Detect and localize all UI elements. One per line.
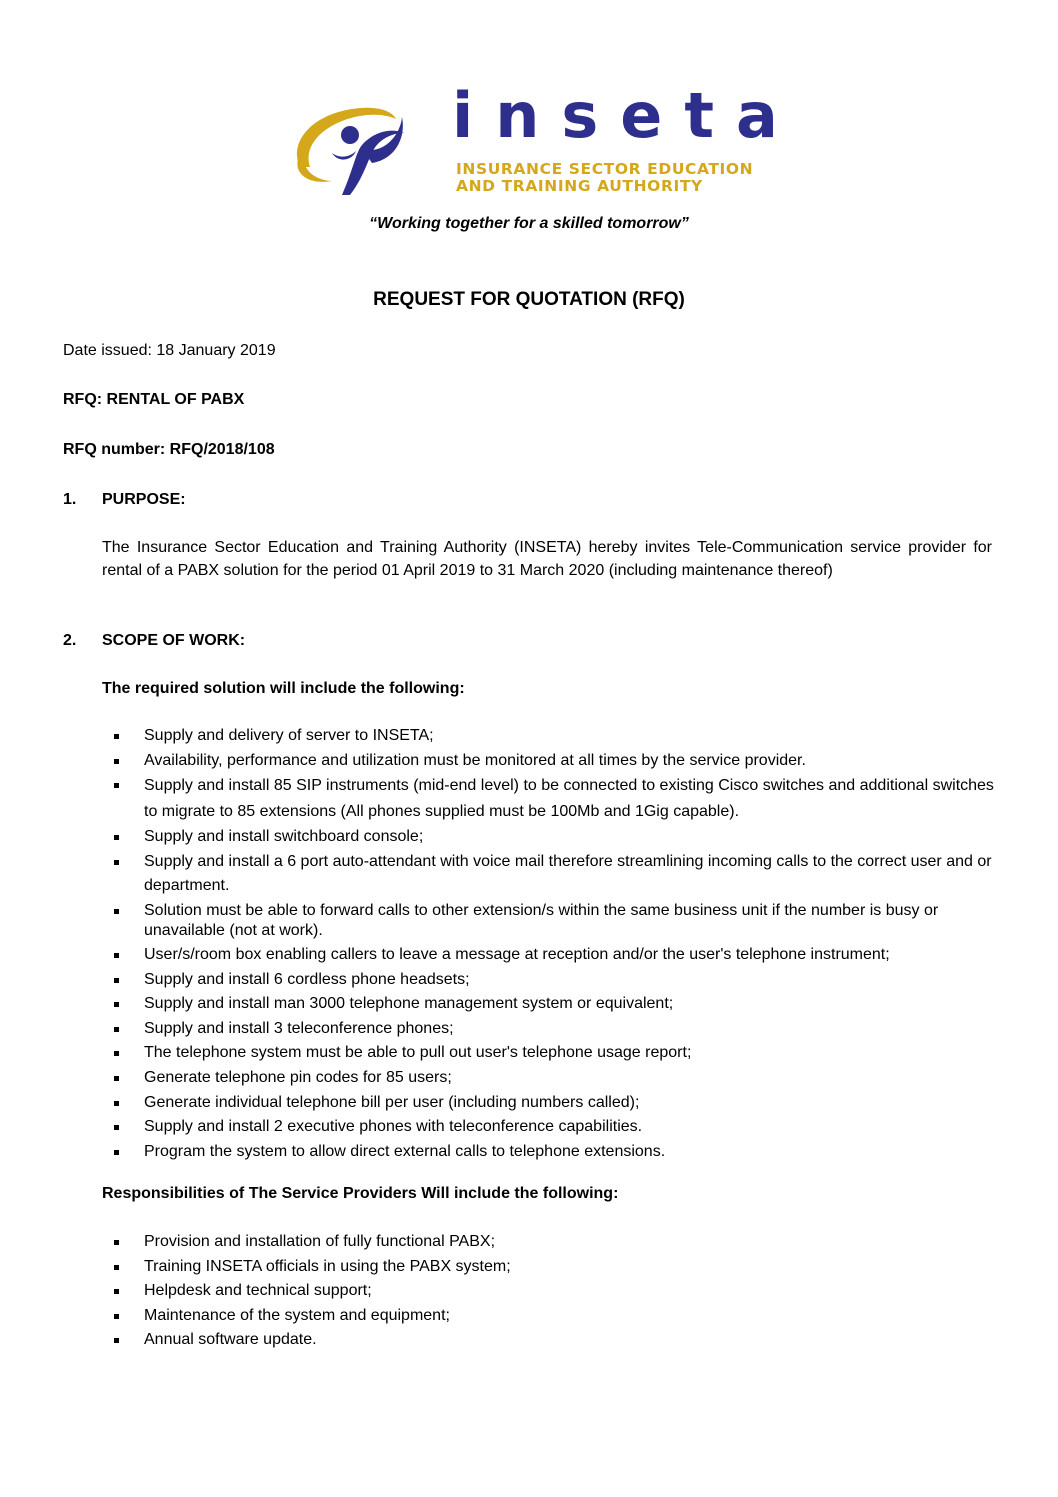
bullet-icon xyxy=(114,1076,119,1081)
tagline: “Working together for a skilled tomorrow” xyxy=(369,215,689,232)
section-number: 2. xyxy=(63,632,77,649)
inseta-emblem-icon xyxy=(292,97,442,199)
list-item: Supply and install 2 executive phones with teleconference capabilities. xyxy=(112,1115,1002,1140)
bullet-icon xyxy=(114,1265,119,1270)
list-item: The telephone system must be able to pull out user's telephone usage report; xyxy=(112,1041,1002,1066)
inseta-logo xyxy=(292,79,800,199)
bullet-icon xyxy=(114,1002,119,1007)
list-item: Supply and install a 6 port auto-attendant with voice mail therefore streamlining incoming calls to the correct user and or department. xyxy=(112,850,1002,899)
list-item: Supply and install 6 cordless phone headsets; xyxy=(112,968,1002,993)
bullet-icon xyxy=(114,860,119,865)
bullet-icon xyxy=(114,759,119,764)
bullet-icon xyxy=(114,1289,119,1294)
bullet-icon xyxy=(114,953,119,958)
rfq-number: RFQ number: RFQ/2018/108 xyxy=(63,441,275,458)
bullet-icon xyxy=(114,1051,119,1056)
list-item: Supply and delivery of server to INSETA; xyxy=(112,724,1002,749)
logo-subtitle-line1: INSURANCE SECTOR EDUCATION xyxy=(456,160,754,178)
bullet-icon xyxy=(114,835,119,840)
list-item: Supply and install 85 SIP instruments (mid-end level) to be connected to existing Cisco switches and additional switches to migrate to 85 extensions (All phones supplied must be 100Mb and 1Gig capable). xyxy=(112,773,1002,825)
list-item: Provision and installation of fully functional PABX; xyxy=(112,1230,1002,1255)
bullet-icon xyxy=(114,909,119,914)
section-scope-heading xyxy=(63,632,245,650)
list-item: User/s/room box enabling callers to leave a message at reception and/or the user's telephone instrument; xyxy=(112,943,1002,968)
responsibilities-subheading: Responsibilities of The Service Providers Will include the following: xyxy=(102,1185,619,1202)
list-item: Generate telephone pin codes for 85 users; xyxy=(112,1066,1002,1091)
required-solution-subheading: The required solution will include the following: xyxy=(102,680,465,697)
section-title: PURPOSE: xyxy=(102,491,186,508)
list-item: Availability, performance and utilization must be monitored at all times by the service provider. xyxy=(112,749,1002,774)
section-number: 1. xyxy=(63,491,77,508)
date-issued: Date issued: 18 January 2019 xyxy=(63,342,276,359)
bullet-icon xyxy=(114,1314,119,1319)
logo-subtitle-line2: AND TRAINING AUTHORITY xyxy=(456,177,703,195)
required-solution-list xyxy=(112,724,1002,1164)
rfq-name: RFQ: RENTAL OF PABX xyxy=(63,391,245,408)
list-item: Supply and install switchboard console; xyxy=(112,825,1002,850)
section-title: SCOPE OF WORK: xyxy=(102,632,246,649)
list-item: Generate individual telephone bill per user (including numbers called); xyxy=(112,1091,1002,1116)
list-item: Maintenance of the system and equipment; xyxy=(112,1304,1002,1329)
list-item: Supply and install 3 teleconference phones; xyxy=(112,1017,1002,1042)
list-item: Training INSETA officials in using the PABX system; xyxy=(112,1255,1002,1280)
purpose-paragraph: The Insurance Sector Education and Training Authority (INSETA) hereby invites Tele-Communication service provider for rental of a PABX solution for the period 01 April 2019 to 31 March 2020 (including maintenance thereof) xyxy=(102,539,992,579)
list-item: Annual software update. xyxy=(112,1328,1002,1353)
bullet-icon xyxy=(114,978,119,983)
logo-wordmark: inseta xyxy=(452,79,800,152)
bullet-icon xyxy=(114,1101,119,1106)
document-title: REQUEST FOR QUOTATION (RFQ) xyxy=(373,289,685,310)
bullet-icon xyxy=(114,734,119,739)
bullet-icon xyxy=(114,1125,119,1130)
list-item: Solution must be able to forward calls to other extension/s within the same business unit if the number is busy or unavailable (not at work). xyxy=(112,901,1002,941)
list-item: Program the system to allow direct external calls to telephone extensions. xyxy=(112,1140,1002,1165)
bullet-icon xyxy=(114,1027,119,1032)
list-item: Helpdesk and technical support; xyxy=(112,1279,1002,1304)
responsibilities-list xyxy=(112,1230,1002,1353)
bullet-icon xyxy=(114,1338,119,1343)
bullet-icon xyxy=(114,1150,119,1155)
bullet-icon xyxy=(114,1240,119,1245)
section-purpose-heading xyxy=(63,491,186,509)
bullet-icon xyxy=(114,783,119,788)
list-item: Supply and install man 3000 telephone management system or equivalent; xyxy=(112,992,1002,1017)
